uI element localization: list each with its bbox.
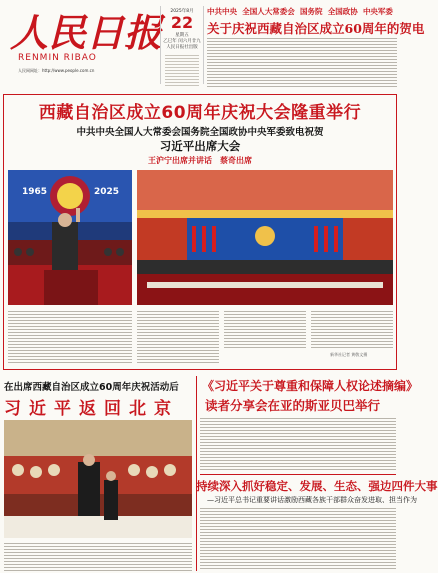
lead-photo-left xyxy=(8,170,132,305)
lead-headline: 西藏自治区成立60周年庆祝大会隆重举行 xyxy=(38,103,362,123)
issuer-item: 中央军委 xyxy=(362,7,393,16)
issuer-item: 国务院 xyxy=(299,7,323,16)
four-tasks-subhead: —习近平总书记重要讲话激励西藏各族干部群众奋发进取、担当作为 xyxy=(207,496,417,504)
issuer-item: 中共中央 xyxy=(207,7,237,16)
book-event-headline-2: 读者分享会在亚的斯亚贝巴举行 xyxy=(205,398,381,413)
lead-photo-right xyxy=(137,170,393,305)
date-lunar: 乙巳年 闰六月廿九 xyxy=(163,39,201,44)
column-divider xyxy=(196,376,197,571)
return-headline: 习近平返回北京 xyxy=(4,399,179,419)
four-tasks-headline: 持续深入抓好稳定、发展、生态、强边四件大事 xyxy=(196,479,438,493)
lead-body-col-1 xyxy=(8,309,132,365)
date-day: 22 xyxy=(170,13,194,32)
lead-body-col-3 xyxy=(224,309,306,349)
masthead-pinyin: RENMIN RIBAO xyxy=(18,53,97,63)
masthead-url: 人民网网址：http://www.people.com.cn xyxy=(18,68,95,73)
lead-subhead: 中共中央全国人大常委会国务院全国政协中央军委致电祝贺 xyxy=(76,127,324,138)
lead-body-col-4 xyxy=(311,309,393,349)
date-year-month: 2025年8月 xyxy=(170,9,194,14)
book-event-headline-1: 《习近平关于尊重和保障人权论述摘编》 xyxy=(202,379,419,393)
return-body-text xyxy=(4,541,192,571)
four-tasks-body-text xyxy=(200,506,396,571)
story-divider xyxy=(200,474,396,475)
return-kicker: 在出席西藏自治区成立60周年庆祝活动后 xyxy=(4,382,179,393)
issuer-item: 全国政协 xyxy=(327,7,358,16)
date-weekday: 星期五 xyxy=(175,33,189,38)
photo-credit: 新华社记者 黄敬文摄 xyxy=(330,352,368,357)
edition-info: 人民日报社出版 xyxy=(166,45,198,50)
congratulation-body-text xyxy=(207,36,397,88)
issuer-bar xyxy=(207,6,397,18)
lead-body-col-2 xyxy=(137,309,219,365)
return-photo xyxy=(4,420,192,538)
lead-subhead-2: 习近平出席大会 xyxy=(159,139,241,153)
date-filler xyxy=(165,53,199,87)
logo-lettering: 人民日报 xyxy=(10,10,163,55)
newspaper-logo xyxy=(10,6,163,55)
photo-year-start: 1965 xyxy=(22,187,48,197)
book-event-body-text xyxy=(200,416,396,472)
photo-year-end: 2025 xyxy=(94,187,120,197)
dateline-box xyxy=(160,6,204,84)
congratulation-headline: 关于庆祝西藏自治区成立60周年的贺电 xyxy=(207,21,425,36)
lead-subhead-3: 王沪宁出席并讲话 蔡奇出席 xyxy=(148,155,252,165)
issuer-item: 全国人大常委会 xyxy=(242,7,295,16)
